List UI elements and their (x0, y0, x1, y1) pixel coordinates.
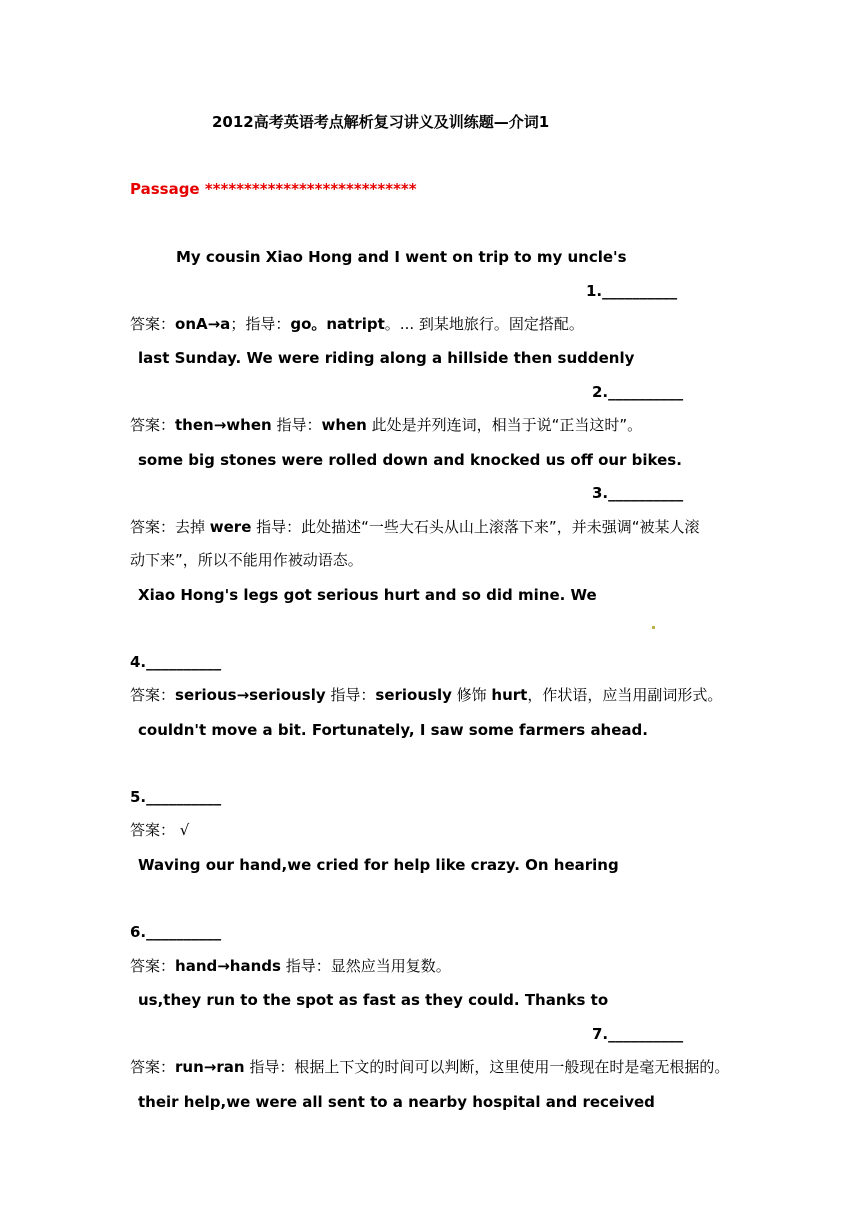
answer-6-note: 指导：显然应当用复数。 (280, 957, 451, 975)
answer-3-correction: were (209, 518, 252, 536)
answer-4-correction: serious→seriously (175, 686, 326, 704)
passage-line-5: couldn't move a bit. Fortunately, I saw some farmers ahead. (138, 721, 648, 739)
blank-1: 1.__________ (586, 282, 678, 300)
answer-1-correction: onA→a (175, 315, 231, 333)
blank-6: 6.__________ (130, 923, 222, 941)
answer-1-mid: ；指导： (230, 315, 291, 333)
answer-2-note: 此处是并列连词，相当于说“正当这时”。 (366, 416, 643, 434)
answer-2-mid: 指导： (271, 416, 322, 434)
answer-7 (130, 1057, 729, 1077)
answer-7-correction: run→ran (175, 1058, 245, 1076)
passage-line-3: some big stones were rolled down and knocked us off our bikes. (138, 451, 682, 469)
answer-4-mid2: 修饰 (451, 686, 492, 704)
blank-4: 4.__________ (130, 653, 222, 671)
answer-6-prefix: 答案： (130, 957, 176, 975)
passage-line-4: Xiao Hong's legs got serious hurt and so did mine. We (138, 586, 597, 604)
answer-4-mid: 指导： (325, 686, 376, 704)
answer-2 (130, 415, 642, 435)
answer-2-correction: then→when (175, 416, 272, 434)
answer-3-note: 指导：此处描述“一些大石头从山上滚落下来”，并未强调“被某人滚 (251, 518, 700, 536)
answer-4-keyword: seriously (375, 686, 452, 704)
answer-5: 答案： √ (130, 821, 190, 839)
answer-3 (130, 517, 699, 537)
answer-1-keyword: go。natript (290, 315, 385, 333)
answer-7-prefix: 答案： (130, 1058, 176, 1076)
answer-3-prefix: 答案：去掉 (130, 518, 210, 536)
answer-1 (130, 314, 584, 334)
stray-dot (652, 626, 655, 629)
answer-3-continued: 动下来”，所以不能用作被动语态。 (130, 551, 363, 569)
passage-line-2: last Sunday. We were riding along a hillside then suddenly (138, 349, 635, 367)
answer-2-keyword: when (321, 416, 367, 434)
passage-label: Passage *************************** (130, 180, 417, 198)
passage-line-8: their help,we were all sent to a nearby hospital and received (138, 1093, 655, 1111)
answer-6 (130, 956, 451, 976)
answer-6-correction: hand→hands (175, 957, 281, 975)
answer-1-note: 。... 到某地旅行。固定搭配。 (384, 315, 584, 333)
blank-3: 3.__________ (592, 484, 684, 502)
passage-line-6: Waving our hand,we cried for help like crazy. On hearing (138, 856, 619, 874)
answer-4-note: ，作状语，应当用副词形式。 (527, 686, 723, 704)
blank-2: 2.__________ (592, 383, 684, 401)
passage-line-1: My cousin Xiao Hong and I went on trip to my uncle's (176, 248, 627, 266)
answer-4 (130, 685, 722, 705)
answer-4-keyword2: hurt (491, 686, 528, 704)
answer-7-note: 指导：根据上下文的时间可以判断，这里使用一般现在时是毫无根据的。 (244, 1058, 730, 1076)
passage-line-7: us,they run to the spot as fast as they could. Thanks to (138, 991, 609, 1009)
answer-2-prefix: 答案： (130, 416, 176, 434)
answer-1-prefix: 答案： (130, 315, 176, 333)
blank-7: 7.__________ (592, 1025, 684, 1043)
document-title: 2012高考英语考点解析复习讲义及训练题—介词1 (212, 113, 550, 131)
blank-5: 5.__________ (130, 788, 222, 806)
answer-4-prefix: 答案： (130, 686, 176, 704)
